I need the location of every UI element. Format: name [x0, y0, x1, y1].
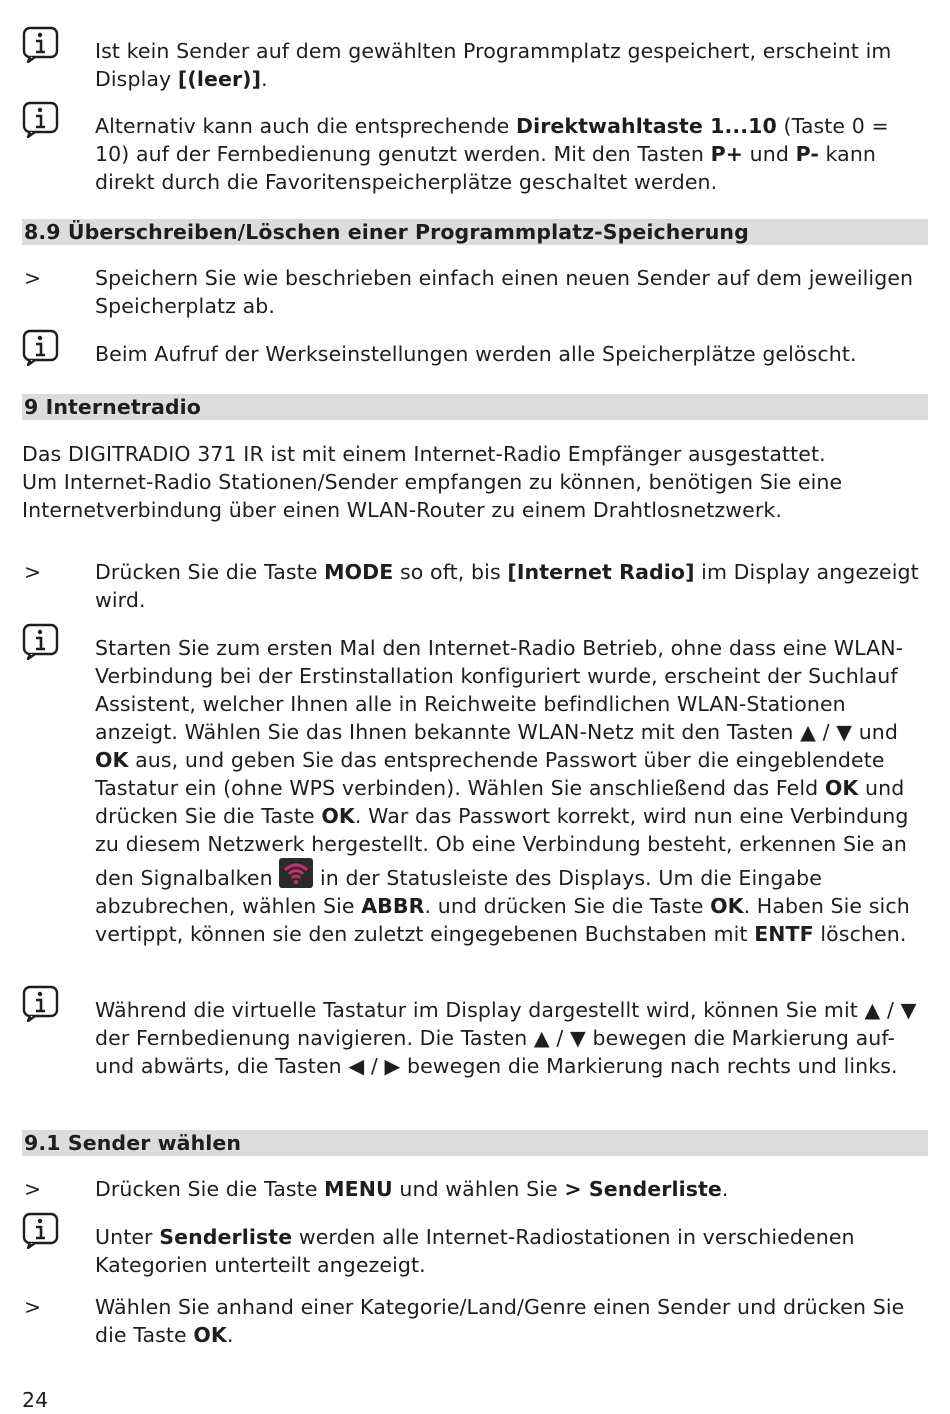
intro-line-1: Das DIGITRADIO 371 IR ist mit einem Internet-Radio Empfänger ausgestattet. [22, 442, 826, 466]
section-heading-9-1: 9.1 Sender wählen [22, 1130, 928, 1156]
step-marker: > [24, 1177, 42, 1201]
step-text: Drücken Sie die Taste MENU und wählen Sie > Senderliste. [95, 1177, 729, 1201]
wifi-signal-icon [279, 858, 313, 888]
step-text: Drücken Sie die Taste MODE so oft, bis [Internet Radio] im Display angezeigt wird. [95, 560, 919, 612]
section-heading-8-9: 8.9 Überschreiben/Löschen einer Programmplatz-Speicherung [22, 219, 928, 245]
step-marker: > [24, 560, 42, 584]
step-marker: > [24, 266, 42, 290]
note-text: Alternativ kann auch die entsprechende Direktwahltaste 1...10 (Taste 0 = 10) auf der Fernbedienung genutzt werden. Mit den Tasten P+ und P- kann direkt durch die Favoritenspeicherplätze geschaltet werden. [95, 114, 889, 194]
intro-line-2: Um Internet-Radio Stationen/Sender empfangen zu können, benötigen Sie eine Internetverbindung über einen WLAN-Router zu einem Drahtlosnetzwerk. [22, 470, 843, 522]
info-icon [22, 25, 60, 63]
step-text: Wählen Sie anhand einer Kategorie/Land/Genre einen Sender und drücken Sie die Taste OK. [95, 1295, 905, 1347]
info-icon [22, 328, 60, 366]
step-text: Speichern Sie wie beschrieben einfach einen neuen Sender auf dem jeweiligen Speicherplatz ab. [95, 266, 914, 318]
page-number: 24 [22, 1388, 49, 1412]
info-icon [22, 622, 60, 660]
section-heading-9: 9 Internetradio [22, 394, 928, 420]
info-icon [22, 100, 60, 138]
note-text: Beim Aufruf der Werkseinstellungen werden alle Speicherplätze gelöscht. [95, 342, 857, 366]
info-icon [22, 984, 60, 1022]
intro-paragraph [22, 440, 928, 524]
step-marker: > [24, 1295, 42, 1319]
note-text: Unter Senderliste werden alle Internet-Radiostationen in verschiedenen Kategorien unterteilt angezeigt. [95, 1225, 855, 1277]
info-icon [22, 1211, 60, 1249]
note-text: Starten Sie zum ersten Mal den Internet-Radio Betrieb, ohne dass eine WLAN-Verbindung bei der Erstinstallation konfiguriert wurde, erscheint der Suchlauf Assistent, welcher Ihnen alle in Reichweite befindlichen WLAN-Stationen anzeigt. Wählen Sie das Ihnen bekannte WLAN-Netz mit den Tasten ▲ / ▼ und OK aus, und geben Sie das entsprechende Passwort über die eingeblendete Tastatur ein (ohne WPS verbinden). Wählen Sie anschließend das Feld OK und drücken Sie die Taste OK. War das Passwort korrekt, wird nun eine Verbindung zu diesem Netzwerk hergestellt. Ob eine Verbindung besteht, erkennen Sie an den Signalbalken in der Statusleiste des Displays. Um die Eingabe abzubrechen, wählen Sie ABBR. und drücken Sie die Taste OK. Haben Sie sich vertippt, können sie den zuletzt eingegebenen Buchstaben mit ENTF löschen. [95, 636, 910, 946]
note-text: Ist kein Sender auf dem gewählten Programmplatz gespeichert, erscheint im Display [(leer)]. [95, 39, 892, 91]
note-text: Während die virtuelle Tastatur im Display dargestellt wird, können Sie mit ▲ / ▼ der Fernbedienung navigieren. Die Tasten ▲ / ▼ bewegen die Markierung auf- und abwärts, die Tasten ◀ / ▶ bewegen die Markierung nach rechts und links. [95, 998, 917, 1078]
